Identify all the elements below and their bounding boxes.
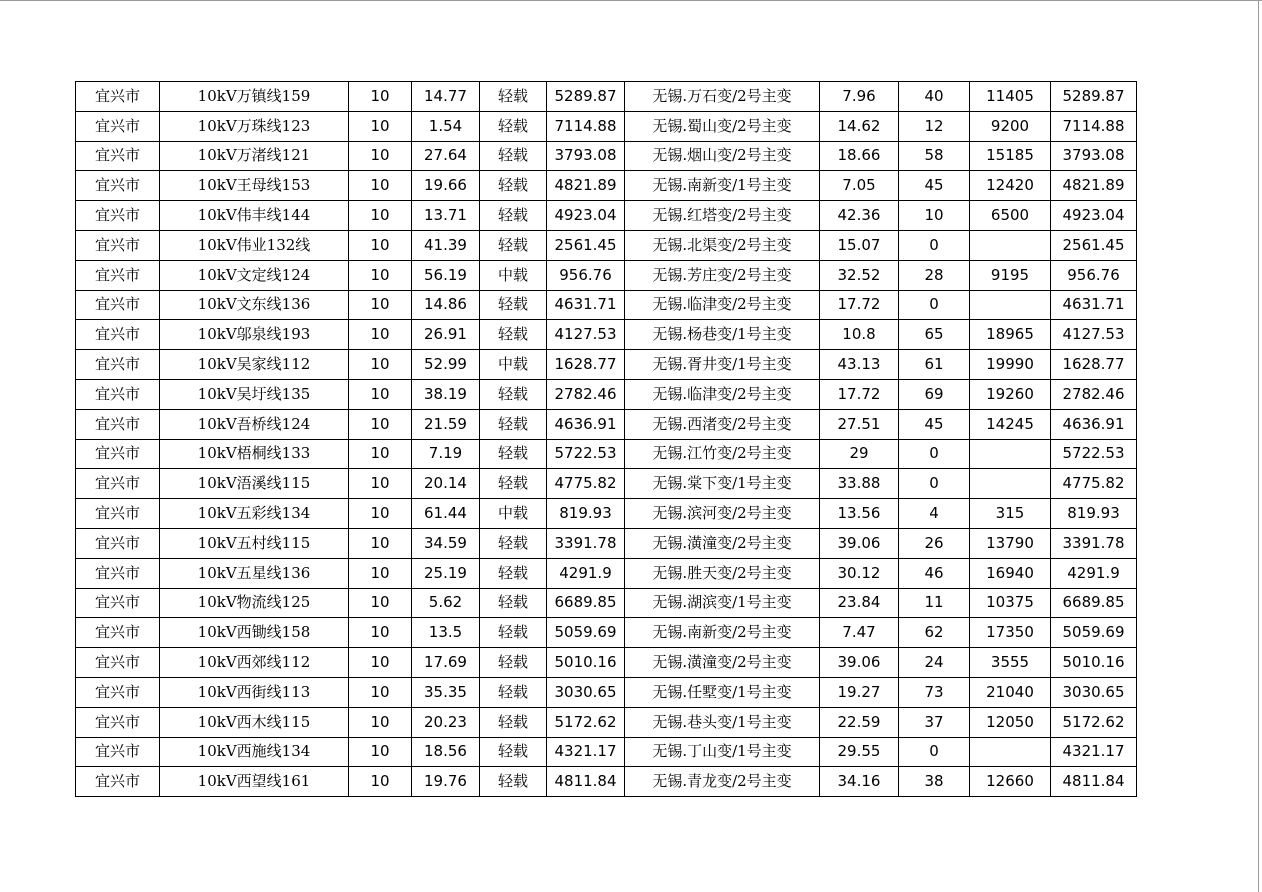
cell-cap-total: 315 [970,499,1051,529]
cell-substation: 无锡.南新变/1号主变 [625,171,820,201]
cell-load-status: 轻载 [480,320,547,350]
cell-count: 11 [899,588,970,618]
cell-length: 13.71 [412,201,480,231]
cell-load-status: 轻载 [480,677,547,707]
cell-capacity-repeat: 6689.85 [1051,588,1137,618]
cell-substation: 无锡.烟山变/2号主变 [625,141,820,171]
cell-capacity-repeat: 7114.88 [1051,111,1137,141]
cell-line: 10kV西郊线112 [160,648,349,678]
cell-substation: 无锡.任墅变/1号主变 [625,677,820,707]
cell-capacity: 5172.62 [547,707,625,737]
cell-length: 14.86 [412,290,480,320]
cell-line: 10kV浯溪线115 [160,469,349,499]
cell-voltage: 10 [349,111,412,141]
table-row [76,230,1137,260]
cell-length: 52.99 [412,350,480,380]
cell-load-status: 中载 [480,499,547,529]
cell-load-rate: 7.05 [820,171,899,201]
cell-city: 宜兴市 [76,230,160,260]
cell-cap-total: 9195 [970,260,1051,290]
cell-load-status: 轻载 [480,290,547,320]
cell-count: 45 [899,409,970,439]
cell-substation: 无锡.青龙变/2号主变 [625,767,820,797]
cell-city: 宜兴市 [76,499,160,529]
cell-load-status: 轻载 [480,111,547,141]
table-row [76,350,1137,380]
cell-capacity-repeat: 4923.04 [1051,201,1137,231]
cell-count: 65 [899,320,970,350]
cell-load-status: 轻载 [480,648,547,678]
cell-load-rate: 7.47 [820,618,899,648]
cell-voltage: 10 [349,201,412,231]
cell-load-status: 轻载 [480,588,547,618]
cell-load-rate: 27.51 [820,409,899,439]
cell-count: 0 [899,290,970,320]
cell-line: 10kV五彩线134 [160,499,349,529]
cell-line: 10kV吴圩线135 [160,379,349,409]
cell-voltage: 10 [349,141,412,171]
cell-load-status: 轻载 [480,558,547,588]
table-row [76,290,1137,320]
cell-line: 10kV物流线125 [160,588,349,618]
cell-voltage: 10 [349,409,412,439]
cell-city: 宜兴市 [76,439,160,469]
cell-capacity-repeat: 2561.45 [1051,230,1137,260]
cell-load-rate: 30.12 [820,558,899,588]
cell-length: 19.76 [412,767,480,797]
cell-load-status: 中载 [480,260,547,290]
cell-load-status: 轻载 [480,618,547,648]
cell-capacity-repeat: 5289.87 [1051,82,1137,112]
cell-capacity: 2782.46 [547,379,625,409]
cell-count: 45 [899,171,970,201]
cell-capacity-repeat: 4127.53 [1051,320,1137,350]
table-row [76,528,1137,558]
cell-voltage: 10 [349,350,412,380]
table-row [76,588,1137,618]
cell-substation: 无锡.胥井变/1号主变 [625,350,820,380]
cell-substation: 无锡.滨河变/2号主变 [625,499,820,529]
table-row [76,439,1137,469]
table-row [76,558,1137,588]
cell-line: 10kV文东线136 [160,290,349,320]
table-row [76,618,1137,648]
cell-substation: 无锡.湖滨变/1号主变 [625,588,820,618]
cell-capacity-repeat: 4631.71 [1051,290,1137,320]
cell-length: 35.35 [412,677,480,707]
cell-line: 10kV邬泉线193 [160,320,349,350]
cell-load-status: 轻载 [480,767,547,797]
cell-load-rate: 43.13 [820,350,899,380]
cell-cap-total [970,230,1051,260]
cell-length: 34.59 [412,528,480,558]
cell-line: 10kV万镇线159 [160,82,349,112]
cell-count: 40 [899,82,970,112]
cell-city: 宜兴市 [76,141,160,171]
cell-city: 宜兴市 [76,648,160,678]
cell-capacity-repeat: 819.93 [1051,499,1137,529]
cell-count: 69 [899,379,970,409]
cell-length: 1.54 [412,111,480,141]
cell-capacity: 3793.08 [547,141,625,171]
cell-capacity-repeat: 4775.82 [1051,469,1137,499]
cell-length: 18.56 [412,737,480,767]
cell-cap-total: 16940 [970,558,1051,588]
cell-length: 41.39 [412,230,480,260]
cell-line: 10kV西木线115 [160,707,349,737]
cell-city: 宜兴市 [76,588,160,618]
cell-cap-total [970,469,1051,499]
cell-load-rate: 42.36 [820,201,899,231]
cell-city: 宜兴市 [76,737,160,767]
table-row [76,379,1137,409]
cell-length: 5.62 [412,588,480,618]
cell-capacity: 4775.82 [547,469,625,499]
cell-cap-total: 11405 [970,82,1051,112]
table-row [76,201,1137,231]
table-row [76,469,1137,499]
cell-capacity-repeat: 5059.69 [1051,618,1137,648]
table-row [76,499,1137,529]
cell-line: 10kV五村线115 [160,528,349,558]
cell-length: 25.19 [412,558,480,588]
cell-count: 10 [899,201,970,231]
cell-cap-total: 13790 [970,528,1051,558]
cell-capacity: 7114.88 [547,111,625,141]
cell-city: 宜兴市 [76,82,160,112]
cell-capacity: 3391.78 [547,528,625,558]
cell-length: 17.69 [412,648,480,678]
cell-capacity: 5010.16 [547,648,625,678]
cell-count: 37 [899,707,970,737]
cell-substation: 无锡.万石变/2号主变 [625,82,820,112]
cell-city: 宜兴市 [76,469,160,499]
cell-city: 宜兴市 [76,320,160,350]
cell-voltage: 10 [349,528,412,558]
cell-capacity-repeat: 4811.84 [1051,767,1137,797]
cell-line: 10kV梧桐线133 [160,439,349,469]
cell-count: 46 [899,558,970,588]
cell-substation: 无锡.蜀山变/2号主变 [625,111,820,141]
cell-voltage: 10 [349,439,412,469]
cell-voltage: 10 [349,677,412,707]
cell-capacity-repeat: 4636.91 [1051,409,1137,439]
table-row [76,409,1137,439]
cell-line: 10kV西街线113 [160,677,349,707]
cell-city: 宜兴市 [76,618,160,648]
cell-capacity: 4811.84 [547,767,625,797]
cell-load-status: 轻载 [480,439,547,469]
cell-capacity: 956.76 [547,260,625,290]
cell-capacity: 4291.9 [547,558,625,588]
cell-length: 19.66 [412,171,480,201]
cell-capacity-repeat: 4291.9 [1051,558,1137,588]
cell-substation: 无锡.临津变/2号主变 [625,379,820,409]
cell-city: 宜兴市 [76,260,160,290]
cell-capacity-repeat: 5722.53 [1051,439,1137,469]
cell-length: 26.91 [412,320,480,350]
table-row [76,648,1137,678]
cell-voltage: 10 [349,737,412,767]
cell-load-status: 轻载 [480,528,547,558]
cell-line: 10kV伟丰线144 [160,201,349,231]
cell-cap-total: 6500 [970,201,1051,231]
cell-city: 宜兴市 [76,379,160,409]
cell-load-rate: 39.06 [820,648,899,678]
cell-cap-total: 12660 [970,767,1051,797]
cell-capacity: 4821.89 [547,171,625,201]
cell-cap-total: 19260 [970,379,1051,409]
cell-length: 27.64 [412,141,480,171]
cell-substation: 无锡.丁山变/1号主变 [625,737,820,767]
cell-load-rate: 15.07 [820,230,899,260]
cell-cap-total: 3555 [970,648,1051,678]
cell-capacity: 3030.65 [547,677,625,707]
cell-load-rate: 10.8 [820,320,899,350]
cell-load-status: 轻载 [480,737,547,767]
cell-line: 10kV伟业132线 [160,230,349,260]
cell-cap-total: 12420 [970,171,1051,201]
cell-capacity: 4631.71 [547,290,625,320]
cell-length: 14.77 [412,82,480,112]
cell-capacity-repeat: 1628.77 [1051,350,1137,380]
cell-city: 宜兴市 [76,171,160,201]
cell-capacity: 5289.87 [547,82,625,112]
cell-load-rate: 33.88 [820,469,899,499]
cell-line: 10kV吾桥线124 [160,409,349,439]
cell-voltage: 10 [349,379,412,409]
cell-substation: 无锡.北渠变/2号主变 [625,230,820,260]
cell-voltage: 10 [349,618,412,648]
cell-length: 21.59 [412,409,480,439]
cell-cap-total: 10375 [970,588,1051,618]
cell-line: 10kV五星线136 [160,558,349,588]
cell-load-rate: 17.72 [820,290,899,320]
table-row [76,677,1137,707]
table-row [76,171,1137,201]
cell-substation: 无锡.棠下变/1号主变 [625,469,820,499]
cell-capacity-repeat: 4821.89 [1051,171,1137,201]
table-row [76,141,1137,171]
cell-cap-total: 9200 [970,111,1051,141]
page-top-border [0,0,1262,1]
cell-load-rate: 7.96 [820,82,899,112]
cell-voltage: 10 [349,260,412,290]
cell-load-rate: 19.27 [820,677,899,707]
table-row [76,737,1137,767]
cell-capacity-repeat: 956.76 [1051,260,1137,290]
cell-count: 61 [899,350,970,380]
cell-substation: 无锡.巷头变/1号主变 [625,707,820,737]
cell-city: 宜兴市 [76,558,160,588]
cell-cap-total: 12050 [970,707,1051,737]
cell-capacity-repeat: 3391.78 [1051,528,1137,558]
cell-load-rate: 34.16 [820,767,899,797]
cell-cap-total: 21040 [970,677,1051,707]
cell-capacity-repeat: 5172.62 [1051,707,1137,737]
cell-load-rate: 18.66 [820,141,899,171]
cell-substation: 无锡.临津变/2号主变 [625,290,820,320]
cell-city: 宜兴市 [76,290,160,320]
cell-count: 28 [899,260,970,290]
cell-capacity-repeat: 3030.65 [1051,677,1137,707]
cell-city: 宜兴市 [76,111,160,141]
cell-line: 10kV文定线124 [160,260,349,290]
cell-city: 宜兴市 [76,528,160,558]
cell-line: 10kV万珠线123 [160,111,349,141]
cell-line: 10kV万渚线121 [160,141,349,171]
cell-length: 61.44 [412,499,480,529]
cell-load-status: 轻载 [480,469,547,499]
cell-load-rate: 17.72 [820,379,899,409]
cell-load-rate: 32.52 [820,260,899,290]
page-right-border [1258,0,1259,892]
cell-length: 38.19 [412,379,480,409]
cell-count: 0 [899,737,970,767]
cell-substation: 无锡.江竹变/2号主变 [625,439,820,469]
cell-length: 20.14 [412,469,480,499]
cell-voltage: 10 [349,499,412,529]
cell-load-status: 轻载 [480,201,547,231]
cell-load-status: 轻载 [480,409,547,439]
cell-substation: 无锡.红塔变/2号主变 [625,201,820,231]
cell-city: 宜兴市 [76,767,160,797]
cell-city: 宜兴市 [76,707,160,737]
cell-cap-total: 15185 [970,141,1051,171]
cell-capacity: 5059.69 [547,618,625,648]
table-row [76,111,1137,141]
cell-cap-total: 17350 [970,618,1051,648]
cell-load-status: 轻载 [480,141,547,171]
cell-voltage: 10 [349,648,412,678]
cell-load-rate: 29.55 [820,737,899,767]
cell-line: 10kV吴家线112 [160,350,349,380]
cell-voltage: 10 [349,82,412,112]
cell-length: 13.5 [412,618,480,648]
cell-voltage: 10 [349,707,412,737]
cell-load-rate: 39.06 [820,528,899,558]
cell-line: 10kV西望线161 [160,767,349,797]
table-row [76,82,1137,112]
cell-load-rate: 29 [820,439,899,469]
cell-city: 宜兴市 [76,409,160,439]
cell-voltage: 10 [349,230,412,260]
cell-voltage: 10 [349,290,412,320]
cell-city: 宜兴市 [76,350,160,380]
distribution-line-table [75,81,1137,797]
cell-count: 58 [899,141,970,171]
cell-capacity: 4321.17 [547,737,625,767]
table-row [76,320,1137,350]
cell-capacity: 5722.53 [547,439,625,469]
cell-length: 20.23 [412,707,480,737]
cell-load-rate: 14.62 [820,111,899,141]
cell-substation: 无锡.胜天变/2号主变 [625,558,820,588]
cell-load-rate: 13.56 [820,499,899,529]
cell-count: 26 [899,528,970,558]
cell-cap-total: 14245 [970,409,1051,439]
table-row [76,260,1137,290]
cell-count: 62 [899,618,970,648]
cell-cap-total: 19990 [970,350,1051,380]
cell-load-status: 轻载 [480,171,547,201]
cell-load-rate: 23.84 [820,588,899,618]
table-row [76,707,1137,737]
cell-capacity: 4923.04 [547,201,625,231]
cell-voltage: 10 [349,320,412,350]
cell-cap-total [970,737,1051,767]
cell-cap-total [970,290,1051,320]
cell-capacity-repeat: 3793.08 [1051,141,1137,171]
cell-load-status: 轻载 [480,82,547,112]
cell-capacity: 2561.45 [547,230,625,260]
cell-length: 56.19 [412,260,480,290]
table-row [76,767,1137,797]
cell-voltage: 10 [349,588,412,618]
cell-count: 0 [899,469,970,499]
cell-count: 38 [899,767,970,797]
cell-load-status: 中载 [480,350,547,380]
cell-count: 24 [899,648,970,678]
cell-line: 10kV王母线153 [160,171,349,201]
cell-voltage: 10 [349,767,412,797]
cell-city: 宜兴市 [76,677,160,707]
cell-length: 7.19 [412,439,480,469]
cell-substation: 无锡.南新变/2号主变 [625,618,820,648]
cell-voltage: 10 [349,558,412,588]
cell-capacity: 1628.77 [547,350,625,380]
cell-capacity-repeat: 2782.46 [1051,379,1137,409]
cell-capacity: 6689.85 [547,588,625,618]
cell-capacity-repeat: 4321.17 [1051,737,1137,767]
cell-count: 0 [899,439,970,469]
cell-substation: 无锡.潢潼变/2号主变 [625,648,820,678]
cell-count: 73 [899,677,970,707]
cell-substation: 无锡.西渚变/2号主变 [625,409,820,439]
cell-count: 12 [899,111,970,141]
cell-line: 10kV西锄线158 [160,618,349,648]
cell-substation: 无锡.潢潼变/2号主变 [625,528,820,558]
cell-voltage: 10 [349,171,412,201]
cell-count: 4 [899,499,970,529]
cell-capacity: 4636.91 [547,409,625,439]
cell-load-rate: 22.59 [820,707,899,737]
cell-count: 0 [899,230,970,260]
cell-cap-total [970,439,1051,469]
cell-load-status: 轻载 [480,707,547,737]
cell-capacity: 4127.53 [547,320,625,350]
cell-substation: 无锡.杨巷变/1号主变 [625,320,820,350]
cell-capacity-repeat: 5010.16 [1051,648,1137,678]
cell-city: 宜兴市 [76,201,160,231]
cell-capacity: 819.93 [547,499,625,529]
cell-line: 10kV西施线134 [160,737,349,767]
cell-cap-total: 18965 [970,320,1051,350]
cell-load-status: 轻载 [480,379,547,409]
cell-load-status: 轻载 [480,230,547,260]
cell-voltage: 10 [349,469,412,499]
cell-substation: 无锡.芳庄变/2号主变 [625,260,820,290]
